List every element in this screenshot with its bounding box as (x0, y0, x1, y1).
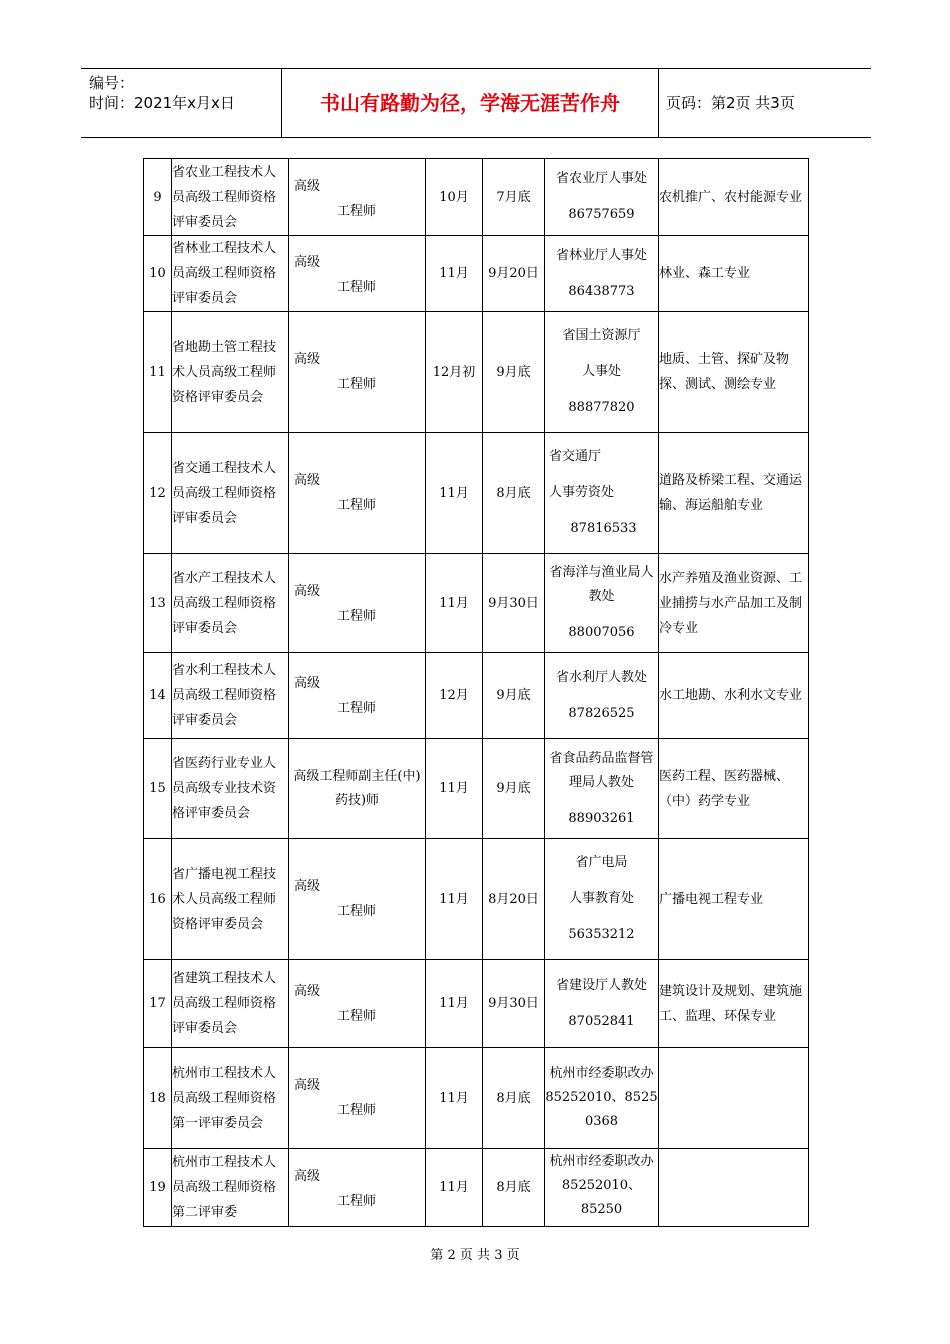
row-number: 13 (144, 554, 172, 653)
contact-phone: 86757659 (568, 207, 635, 222)
review-month: 11月 (426, 839, 483, 960)
review-month: 11月 (426, 1149, 483, 1227)
table-row (144, 1149, 809, 1227)
major-scope: 水工地勘、水利水文专业 (659, 653, 809, 739)
contact-phone: 87052841 (568, 1013, 635, 1029)
review-month: 11月 (426, 236, 483, 312)
qualification-level: 高级 工程师 (289, 236, 426, 312)
contact-org: 省交通厅 人事劳资处 87816533 (545, 433, 659, 554)
major-scope: 林业、森工专业 (659, 236, 809, 312)
review-month: 11月 (426, 960, 483, 1048)
major-scope: 农机推广、农村能源专业 (659, 159, 809, 236)
header-meta (81, 69, 281, 137)
committee-name: 省水产工程技术人员高级工程师资格评审委员会 (172, 554, 289, 653)
qualification-level: 高级 工程师 (289, 1149, 426, 1227)
qualification-level: 高级 工程师 (289, 159, 426, 236)
deadline: 9月20日 (483, 236, 545, 312)
table-row (144, 653, 809, 739)
row-number: 16 (144, 839, 172, 960)
committee-name: 省建筑工程技术人员高级工程师资格评审委员会 (172, 960, 289, 1048)
major-scope: 道路及桥梁工程、交通运输、海运船舶专业 (659, 433, 809, 554)
committee-name: 省广播电视工程技术人员高级工程师资格评审委员会 (172, 839, 289, 960)
row-number: 19 (144, 1149, 172, 1227)
contact-phone: 56353212 (568, 927, 635, 942)
committee-name: 省地勘土管工程技术人员高级工程师资格评审委员会 (172, 312, 289, 433)
contact-org: 省食品药品监督管理局人教处 88903261 (545, 739, 659, 839)
row-number: 9 (144, 159, 172, 236)
qualification-level: 高级 工程师 (289, 433, 426, 554)
committee-name: 省林业工程技术人员高级工程师资格评审委员会 (172, 236, 289, 312)
deadline: 9月30日 (483, 960, 545, 1048)
qualification-level: 高级 工程师 (289, 653, 426, 739)
row-number: 15 (144, 739, 172, 839)
contact-org: 省广电局 人事教育处 56353212 (545, 839, 659, 960)
row-number: 18 (144, 1048, 172, 1149)
contact-phone: 87816533 (570, 521, 637, 536)
major-scope: 水产养殖及渔业资源、工业捕捞与水产品加工及制冷专业 (659, 554, 809, 653)
major-scope: 广播电视工程专业 (659, 839, 809, 960)
major-scope (659, 1048, 809, 1149)
major-scope: 地质、土管、探矿及物探、测试、测绘专业 (659, 312, 809, 433)
header-page-info: 页码：第2页 共3页 (666, 94, 795, 112)
time-label: 时间：2021年x月x日 (89, 94, 235, 112)
table-row (144, 312, 809, 433)
contact-org: 杭州市经委职改办 85252010、85250368 (545, 1048, 659, 1149)
deadline: 9月30日 (483, 554, 545, 653)
table-row (144, 839, 809, 960)
qualification-level: 高级 工程师 (289, 554, 426, 653)
deadline: 7月底 (483, 159, 545, 236)
row-number: 14 (144, 653, 172, 739)
major-scope: 医药工程、医药器械、（中）药学专业 (659, 739, 809, 839)
deadline: 8月20日 (483, 839, 545, 960)
review-month: 11月 (426, 433, 483, 554)
page-header (81, 68, 871, 138)
contact-phone: 86438773 (568, 283, 635, 299)
qualification-level: 高级 工程师 (289, 839, 426, 960)
review-month: 10月 (426, 159, 483, 236)
committee-name: 省交通工程技术人员高级工程师资格评审委员会 (172, 433, 289, 554)
table-row (144, 433, 809, 554)
qualification-level: 高级 工程师 (289, 960, 426, 1048)
committee-name: 杭州市工程技术人员高级工程师资格第一评审委员会 (172, 1048, 289, 1149)
major-scope (659, 1149, 809, 1227)
deadline: 9月底 (483, 739, 545, 839)
major-scope: 建筑设计及规划、建筑施工、监理、环保专业 (659, 960, 809, 1048)
header-motto: 书山有路勤为径，学海无涯苦作舟 (281, 69, 659, 137)
contact-phone: 88877820 (568, 400, 635, 415)
row-number: 11 (144, 312, 172, 433)
deadline: 8月底 (483, 1149, 545, 1227)
table-row (144, 236, 809, 312)
review-month: 12月 (426, 653, 483, 739)
qualification-level: 高级 工程师 (289, 312, 426, 433)
review-month: 11月 (426, 739, 483, 839)
committee-name: 省农业工程技术人员高级工程师资格评审委员会 (172, 159, 289, 236)
table-row (144, 159, 809, 236)
deadline: 9月底 (483, 312, 545, 433)
contact-phone: 88007056 (568, 625, 635, 640)
review-month: 12月初 (426, 312, 483, 433)
review-month: 11月 (426, 1048, 483, 1149)
contact-org: 省农业厅人事处 86757659 (545, 159, 659, 236)
committee-name: 省医药行业专业人员高级专业技术资格评审委员会 (172, 739, 289, 839)
serial-label: 编号： (89, 74, 135, 92)
contact-org: 省林业厅人事处 86438773 (545, 236, 659, 312)
deadline: 8月底 (483, 433, 545, 554)
row-number: 10 (144, 236, 172, 312)
table-row (144, 554, 809, 653)
table-row (144, 739, 809, 839)
qualification-level: 高级工程师副主任(中)药技)师 (289, 739, 426, 839)
contact-phone: 87826525 (568, 705, 635, 721)
contact-org: 省国土资源厅 人事处 88877820 (545, 312, 659, 433)
committee-name: 省水利工程技术人员高级工程师资格评审委员会 (172, 653, 289, 739)
row-number: 17 (144, 960, 172, 1048)
table-row (144, 1048, 809, 1149)
deadline: 8月底 (483, 1048, 545, 1149)
row-number: 12 (144, 433, 172, 554)
contact-phone: 85252010、85250 (561, 1178, 642, 1217)
page-footer: 第 2 页 共 3 页 (430, 1248, 520, 1263)
contact-org: 省水利厅人教处 87826525 (545, 653, 659, 739)
committee-table (143, 158, 809, 1227)
contact-phone: 85252010、85250368 (545, 1090, 658, 1129)
contact-org: 杭州市经委职改办 85252010、85250 (545, 1149, 659, 1227)
contact-phone: 88903261 (568, 810, 635, 826)
review-month: 11月 (426, 554, 483, 653)
contact-org: 省建设厅人教处 87052841 (545, 960, 659, 1048)
deadline: 9月底 (483, 653, 545, 739)
qualification-level: 高级 工程师 (289, 1048, 426, 1149)
committee-name: 杭州市工程技术人员高级工程师资格第二评审委 (172, 1149, 289, 1227)
contact-org: 省海洋与渔业局人教处 88007056 (545, 554, 659, 653)
table-row (144, 960, 809, 1048)
